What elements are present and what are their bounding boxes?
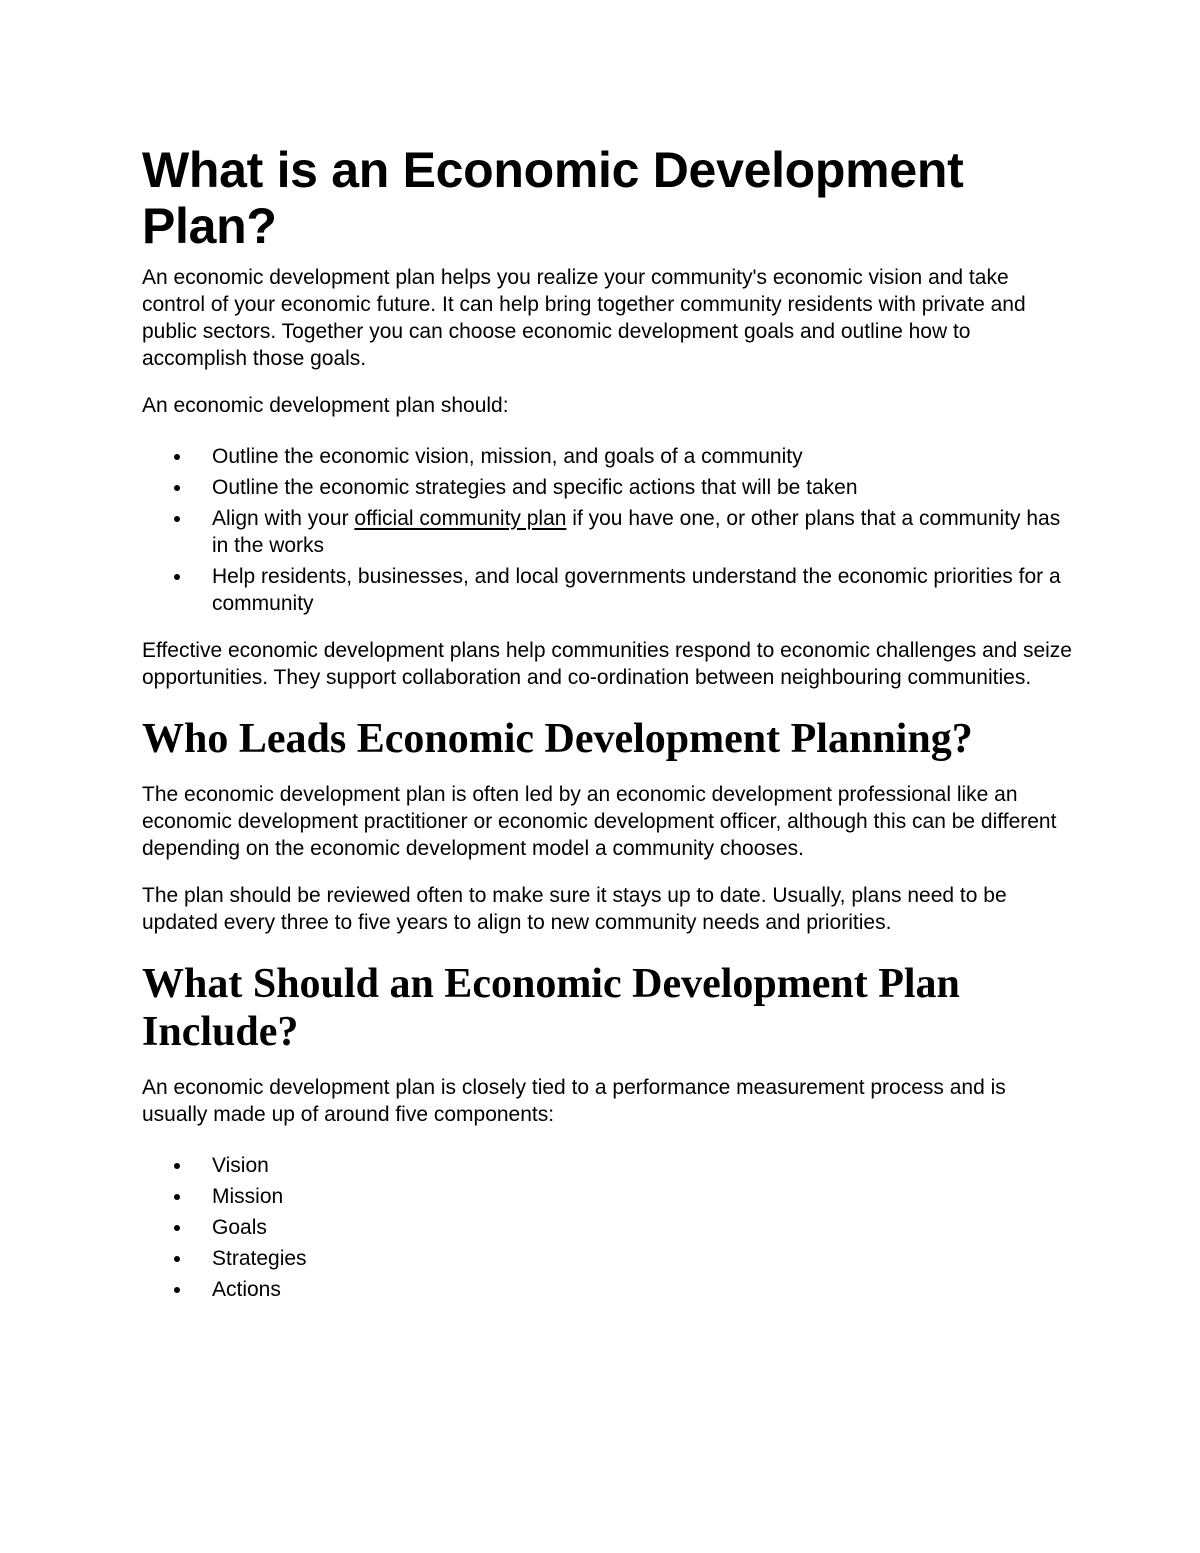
component-strategies: Strategies [212,1247,307,1270]
heading-what-is-plan: What is an Economic Development Plan? [142,142,964,254]
heading-who-leads: Who Leads Economic Development Planning? [142,716,973,762]
list-item [142,1276,1072,1303]
list-item [142,505,1072,559]
document-content [142,142,1072,1323]
components-list [142,1152,1072,1303]
heading-what-should-include: What Should an Economic Development Plan Include? [142,961,960,1055]
bullet-icon [174,454,180,460]
who-leads-paragraph: The economic development plan is often led by an economic development professional like an economic development practitioner or economic development officer, although this can be different depending on the economic development model a community chooses. [142,783,1057,860]
list-item [142,1245,1072,1272]
list-item [142,1152,1072,1179]
list-item [142,1214,1072,1241]
component-mission: Mission [212,1185,284,1208]
component-vision: Vision [212,1154,269,1177]
bullet-icon [174,1256,180,1262]
list-lead-paragraph: An economic development plan should: [142,394,509,417]
bullet-icon [174,574,180,580]
list-item-text: Outline the economic strategies and specific actions that will be taken [212,476,858,499]
bullet-icon [174,1287,180,1293]
review-paragraph: The plan should be reviewed often to make sure it stays up to date. Usually, plans need to be updated every three to five years to align to new community needs and priorities. [142,884,1007,934]
component-goals: Goals [212,1216,267,1239]
list-item-text: Outline the economic vision, mission, and goals of a community [212,445,803,468]
list-item [142,1183,1072,1210]
list-item-text: Help residents, businesses, and local governments understand the economic priorities for a community [212,565,1061,615]
bullet-icon [174,516,180,522]
list-item [142,563,1072,617]
components-intro-paragraph: An economic development plan is closely tied to a performance measurement process and is usually made up of around five components: [142,1076,1006,1126]
plan-should-list [142,443,1072,617]
bullet-icon [174,485,180,491]
closing-paragraph: Effective economic development plans help communities respond to economic challenges and seize opportunities. They support collaboration and co-ordination between neighbouring communities. [142,639,1072,689]
list-item [142,443,1072,470]
bullet-icon [174,1225,180,1231]
intro-paragraph: An economic development plan helps you realize your community's economic vision and take control of your economic future. It can help bring together community residents with private and public sectors. Together you can choose economic development goals and outline how to accomplish those goals. [142,266,1026,370]
list-item-text-before: Align with your [212,507,355,530]
list-item-text-after: if you have one, or other plans that a community has in the works [212,507,1061,557]
bullet-icon [174,1194,180,1200]
component-actions: Actions [212,1278,281,1301]
list-item [142,474,1072,501]
bullet-icon [174,1163,180,1169]
official-community-plan-link[interactable]: official community plan [354,507,567,530]
